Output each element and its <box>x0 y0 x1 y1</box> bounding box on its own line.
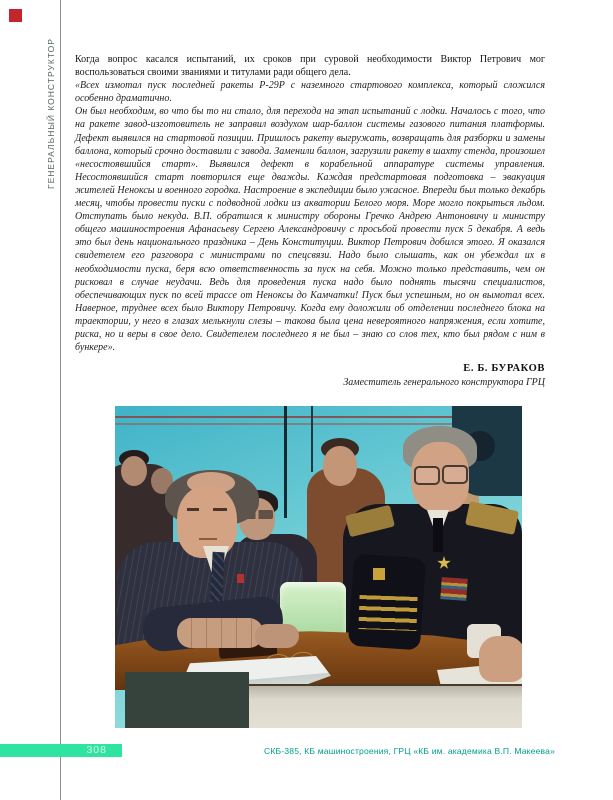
photo-admiral-hand <box>479 636 522 682</box>
photo-ribbon-bars <box>440 577 467 601</box>
footer-credit: СКБ-385, КБ машиностроения, ГРЦ «КБ им. академика В.П. Макеева» <box>264 746 555 756</box>
photo-left-man-hand <box>177 618 263 648</box>
photo-admiral-glasses <box>414 466 440 485</box>
memoir-text-block <box>75 53 545 388</box>
margin-rule <box>60 0 61 800</box>
photo-background-figure <box>121 456 147 486</box>
photo-admiral-glasses <box>442 465 468 484</box>
photo-left-man-eyes <box>187 508 227 511</box>
signature-title: Заместитель генерального конструктора ГРЦ <box>343 377 545 389</box>
page-number-bar <box>0 744 122 757</box>
photo-table-front-panel <box>125 672 249 728</box>
photo-wall-seam <box>311 406 313 472</box>
photo-left-man-hand <box>255 624 299 648</box>
page-number: 308 <box>86 744 107 756</box>
photo-background-figure <box>323 446 357 486</box>
lead-paragraph: Когда вопрос касался испытаний, их сроков при суровой необходимости Виктор Петрович мог воспользоваться своими званиями и титулами ради общего дела. <box>75 54 545 79</box>
quote-paragraph: «Всех измотал пуск последней ракеты Р-29Р с наземного стартового комплекса, который сложился особенно драматично. <box>75 80 545 105</box>
photo-left-man-badge <box>237 574 244 583</box>
photo-sleeve-gold-stripes <box>358 595 417 631</box>
photo-table-front-panel <box>249 684 522 728</box>
conference-photo <box>115 406 522 728</box>
chapter-color-marker <box>9 9 22 22</box>
quote-paragraph: Он был необходим, во что бы то ни стало, для перехода на этап испытаний с лодки. Началось с того, что на ракете завод-изготовитель не заправил воздухом шар-баллон системы газового питания платформы. Дефект выявился на стартовой позиции. Пришлось ракету выгружать, возвращать для разборки и замены баллона, который срочно доставили с завода. Заменили баллон, загрузили ракету в шахту стенда, произошел «несостоявшийся старт». Выявился дефект в корабельной аппаратуре системы управления. Несостоявшийся старт повторился еще дважды. Каждая предстартовая подготовка – эвакуация жителей Неноксы и военного городка. Настроение в экспедиции было ужасное. Впереди был только декабрь месяц, чтобы провести пуски с подводной лодки из акватории Белого моря. Море могло покрыться льдом. Отступать было некуда. В.П. обратился к министру обороны Гречко Андрею Антоновичу и министру общего машиностроения Афанасьеву Сергею Александровичу с просьбой провести пуск 5 декабря. А ведь это был день национального праздника – День Конституции. Виктор Петрович добился этого. Я оказался свидетелем его разговора с министрами по спецсвязи. Надо было слышать, как он убеждал их в необходимости пуска, беря всю ответственность за пуск на себя. Можно только представить, чем он рисковал в случае неудачи. Ведь для проведения пуска надо было поднять тысячи специалистов, обеспечивающих пуск по всей трассе от Неноксы до Камчатки! Пуск был успешным, но он вымотал всех. Наверное, труднее всех было Виктору Петровичу. Когда ему доложили об отделении последнего блока на траектории, у него в глазах мелькнули слезы – такова была цена невероятного напряжения, если хотите, риска, но и веры в свое дело. Свидетелем последнего я не был – знаю со слов тех, кто был рядом с ним в бункере». <box>75 106 545 354</box>
signature-block <box>75 363 545 388</box>
photo-admiral-tie <box>433 518 443 552</box>
photo-sleeve-star <box>373 568 385 580</box>
photo-wall-seam <box>284 406 287 518</box>
photo-left-man-mouth <box>199 538 217 540</box>
chapter-title-vertical: ГЕНЕРАЛЬНЫЙ КОНСТРУКТОР <box>46 38 56 189</box>
signature-name: Е. Б. БУРАКОВ <box>463 363 545 375</box>
